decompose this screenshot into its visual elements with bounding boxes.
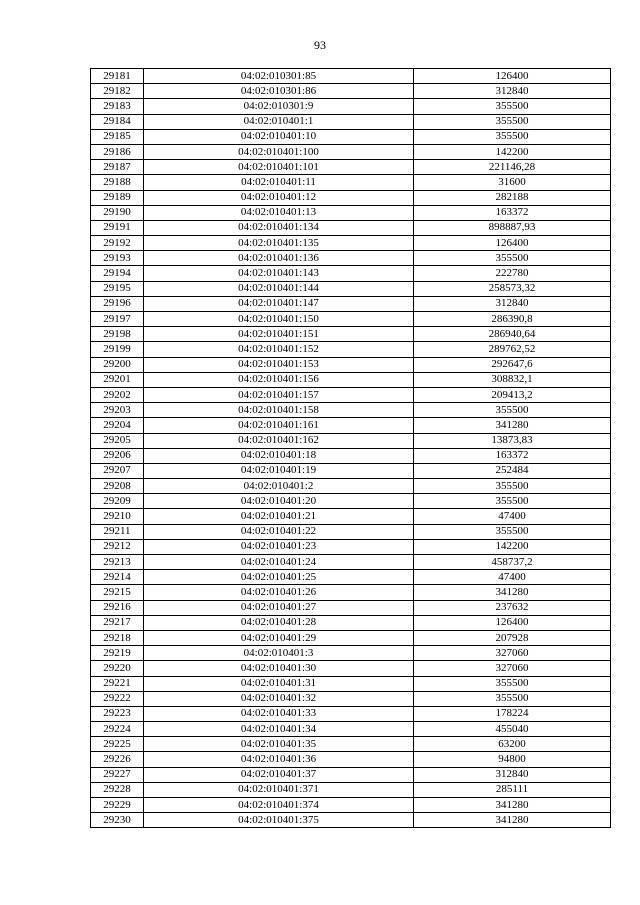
cadastral-number-cell: 04:02:010401:162 [144, 433, 414, 448]
table-row [91, 798, 611, 813]
cadastral-value-cell: 163372 [414, 205, 611, 220]
row-number-cell: 29211 [91, 524, 144, 539]
cadastral-number-cell: 04:02:010401:33 [144, 706, 414, 721]
cadastral-value-cell: 222780 [414, 266, 611, 281]
cadastral-value-cell: 126400 [414, 69, 611, 84]
cadastral-value-cell: 292647,6 [414, 357, 611, 372]
table-row [91, 205, 611, 220]
table-row [91, 646, 611, 661]
row-number-cell: 29228 [91, 782, 144, 797]
table-row [91, 691, 611, 706]
cadastral-value-cell: 126400 [414, 615, 611, 630]
cadastral-number-cell: 04:02:010401:136 [144, 251, 414, 266]
row-number-cell: 29230 [91, 813, 144, 828]
table-row [91, 99, 611, 114]
row-number-cell: 29201 [91, 372, 144, 387]
cadastral-number-cell: 04:02:010401:28 [144, 615, 414, 630]
row-number-cell: 29223 [91, 706, 144, 721]
cadastral-value-cell: 31600 [414, 175, 611, 190]
row-number-cell: 29194 [91, 266, 144, 281]
cadastral-number-cell: 04:02:010401:143 [144, 266, 414, 281]
table-row [91, 372, 611, 387]
cadastral-number-cell: 04:02:010401:32 [144, 691, 414, 706]
table-row [91, 737, 611, 752]
cadastral-value-cell: 47400 [414, 509, 611, 524]
cadastral-value-cell: 458737,2 [414, 555, 611, 570]
table-row [91, 296, 611, 311]
cadastral-value-cell: 898887,93 [414, 220, 611, 235]
cadastral-number-cell: 04:02:010401:27 [144, 600, 414, 615]
row-number-cell: 29200 [91, 357, 144, 372]
table-row [91, 676, 611, 691]
table-row [91, 433, 611, 448]
row-number-cell: 29184 [91, 114, 144, 129]
cadastral-value-cell: 355500 [414, 114, 611, 129]
row-number-cell: 29186 [91, 144, 144, 159]
cadastral-value-cell: 341280 [414, 585, 611, 600]
table-row [91, 312, 611, 327]
table-row [91, 114, 611, 129]
cadastral-value-cell: 289762,52 [414, 342, 611, 357]
cadastral-number-cell: 04:02:010401:23 [144, 539, 414, 554]
row-number-cell: 29181 [91, 69, 144, 84]
row-number-cell: 29216 [91, 600, 144, 615]
row-number-cell: 29205 [91, 433, 144, 448]
row-number-cell: 29218 [91, 630, 144, 645]
row-number-cell: 29212 [91, 539, 144, 554]
row-number-cell: 29196 [91, 296, 144, 311]
cadastral-value-cell: 285111 [414, 782, 611, 797]
cadastral-number-cell: 04:02:010401:18 [144, 448, 414, 463]
cadastral-number-cell: 04:02:010401:151 [144, 327, 414, 342]
row-number-cell: 29224 [91, 722, 144, 737]
row-number-cell: 29183 [91, 99, 144, 114]
table-row [91, 555, 611, 570]
cadastral-number-cell: 04:02:010401:26 [144, 585, 414, 600]
cadastral-value-cell: 13873,83 [414, 433, 611, 448]
cadastral-number-cell: 04:02:010401:19 [144, 463, 414, 478]
cadastral-number-cell: 04:02:010301:86 [144, 84, 414, 99]
cadastral-number-cell: 04:02:010401:374 [144, 798, 414, 813]
cadastral-value-cell: 355500 [414, 99, 611, 114]
row-number-cell: 29213 [91, 555, 144, 570]
cadastral-number-cell: 04:02:010401:152 [144, 342, 414, 357]
table-row [91, 448, 611, 463]
row-number-cell: 29206 [91, 448, 144, 463]
row-number-cell: 29182 [91, 84, 144, 99]
cadastral-value-cell: 355500 [414, 251, 611, 266]
table-row [91, 327, 611, 342]
table-row [91, 615, 611, 630]
row-number-cell: 29210 [91, 509, 144, 524]
cadastral-value-cell: 126400 [414, 236, 611, 251]
table-row [91, 463, 611, 478]
row-number-cell: 29197 [91, 312, 144, 327]
row-number-cell: 29185 [91, 129, 144, 144]
table-row [91, 494, 611, 509]
table-row [91, 585, 611, 600]
cadastral-number-cell: 04:02:010401:144 [144, 281, 414, 296]
cadastral-number-cell: 04:02:010401:10 [144, 129, 414, 144]
table-row [91, 722, 611, 737]
row-number-cell: 29221 [91, 676, 144, 691]
cadastral-value-cell: 327060 [414, 661, 611, 676]
table-row [91, 630, 611, 645]
cadastral-number-cell: 04:02:010401:22 [144, 524, 414, 539]
cadastral-value-table [90, 68, 611, 828]
cadastral-number-cell: 04:02:010401:2 [144, 479, 414, 494]
cadastral-value-cell: 355500 [414, 479, 611, 494]
cadastral-value-cell: 163372 [414, 448, 611, 463]
row-number-cell: 29190 [91, 205, 144, 220]
table-row [91, 752, 611, 767]
cadastral-value-cell: 94800 [414, 752, 611, 767]
cadastral-number-cell: 04:02:010401:153 [144, 357, 414, 372]
cadastral-value-cell: 237632 [414, 600, 611, 615]
table-row [91, 144, 611, 159]
cadastral-number-cell: 04:02:010401:20 [144, 494, 414, 509]
row-number-cell: 29227 [91, 767, 144, 782]
cadastral-number-cell: 04:02:010401:30 [144, 661, 414, 676]
table-row [91, 403, 611, 418]
table-row [91, 69, 611, 84]
table-row [91, 190, 611, 205]
cadastral-number-cell: 04:02:010401:35 [144, 737, 414, 752]
cadastral-number-cell: 04:02:010401:101 [144, 160, 414, 175]
cadastral-number-cell: 04:02:010401:11 [144, 175, 414, 190]
cadastral-number-cell: 04:02:010401:156 [144, 372, 414, 387]
table-row [91, 220, 611, 235]
row-number-cell: 29195 [91, 281, 144, 296]
table-row [91, 661, 611, 676]
cadastral-number-cell: 04:02:010401:13 [144, 205, 414, 220]
cadastral-value-cell: 355500 [414, 524, 611, 539]
cadastral-value-cell: 355500 [414, 494, 611, 509]
cadastral-number-cell: 04:02:010401:3 [144, 646, 414, 661]
row-number-cell: 29202 [91, 387, 144, 402]
cadastral-value-cell: 286390,8 [414, 312, 611, 327]
cadastral-number-cell: 04:02:010401:158 [144, 403, 414, 418]
table-row [91, 570, 611, 585]
row-number-cell: 29219 [91, 646, 144, 661]
cadastral-value-cell: 355500 [414, 129, 611, 144]
table-row [91, 524, 611, 539]
table-row [91, 600, 611, 615]
cadastral-number-cell: 04:02:010401:24 [144, 555, 414, 570]
row-number-cell: 29225 [91, 737, 144, 752]
table-row [91, 418, 611, 433]
table-row [91, 342, 611, 357]
table-row [91, 357, 611, 372]
row-number-cell: 29199 [91, 342, 144, 357]
cadastral-value-cell: 312840 [414, 84, 611, 99]
row-number-cell: 29229 [91, 798, 144, 813]
table-row [91, 251, 611, 266]
page-number: 93 [314, 38, 326, 52]
cadastral-value-cell: 341280 [414, 813, 611, 828]
row-number-cell: 29189 [91, 190, 144, 205]
table-row [91, 479, 611, 494]
table-body [91, 69, 611, 828]
row-number-cell: 29188 [91, 175, 144, 190]
table-row [91, 767, 611, 782]
cadastral-value-cell: 286940,64 [414, 327, 611, 342]
cadastral-number-cell: 04:02:010401:150 [144, 312, 414, 327]
table-row [91, 281, 611, 296]
row-number-cell: 29198 [91, 327, 144, 342]
cadastral-number-cell: 04:02:010301:9 [144, 99, 414, 114]
cadastral-value-cell: 355500 [414, 676, 611, 691]
cadastral-number-cell: 04:02:010401:161 [144, 418, 414, 433]
cadastral-value-cell: 47400 [414, 570, 611, 585]
table-row [91, 266, 611, 281]
cadastral-number-cell: 04:02:010401:34 [144, 722, 414, 737]
cadastral-number-cell: 04:02:010401:31 [144, 676, 414, 691]
cadastral-value-cell: 455040 [414, 722, 611, 737]
table-row [91, 509, 611, 524]
cadastral-value-cell: 221146,28 [414, 160, 611, 175]
cadastral-number-cell: 04:02:010401:12 [144, 190, 414, 205]
cadastral-value-cell: 142200 [414, 144, 611, 159]
row-number-cell: 29214 [91, 570, 144, 585]
cadastral-number-cell: 04:02:010401:29 [144, 630, 414, 645]
cadastral-number-cell: 04:02:010401:375 [144, 813, 414, 828]
row-number-cell: 29203 [91, 403, 144, 418]
row-number-cell: 29209 [91, 494, 144, 509]
cadastral-number-cell: 04:02:010401:1 [144, 114, 414, 129]
cadastral-number-cell: 04:02:010401:157 [144, 387, 414, 402]
table-row [91, 539, 611, 554]
cadastral-number-cell: 04:02:010401:134 [144, 220, 414, 235]
row-number-cell: 29204 [91, 418, 144, 433]
cadastral-value-cell: 327060 [414, 646, 611, 661]
cadastral-value-cell: 341280 [414, 798, 611, 813]
cadastral-number-cell: 04:02:010401:147 [144, 296, 414, 311]
cadastral-number-cell: 04:02:010401:36 [144, 752, 414, 767]
cadastral-number-cell: 04:02:010401:25 [144, 570, 414, 585]
row-number-cell: 29220 [91, 661, 144, 676]
cadastral-number-cell: 04:02:010401:100 [144, 144, 414, 159]
cadastral-number-cell: 04:02:010401:21 [144, 509, 414, 524]
row-number-cell: 29192 [91, 236, 144, 251]
cadastral-number-cell: 04:02:010301:85 [144, 69, 414, 84]
cadastral-value-cell: 312840 [414, 767, 611, 782]
table-row [91, 782, 611, 797]
cadastral-number-cell: 04:02:010401:371 [144, 782, 414, 797]
cadastral-value-cell: 207928 [414, 630, 611, 645]
cadastral-value-cell: 312840 [414, 296, 611, 311]
cadastral-value-cell: 355500 [414, 403, 611, 418]
cadastral-value-cell: 308832,1 [414, 372, 611, 387]
row-number-cell: 29187 [91, 160, 144, 175]
cadastral-value-cell: 142200 [414, 539, 611, 554]
cadastral-value-cell: 209413,2 [414, 387, 611, 402]
row-number-cell: 29217 [91, 615, 144, 630]
row-number-cell: 29193 [91, 251, 144, 266]
row-number-cell: 29215 [91, 585, 144, 600]
cadastral-number-cell: 04:02:010401:37 [144, 767, 414, 782]
table-row [91, 160, 611, 175]
cadastral-value-cell: 63200 [414, 737, 611, 752]
table-row [91, 387, 611, 402]
table-row [91, 236, 611, 251]
table-row [91, 706, 611, 721]
cadastral-number-cell: 04:02:010401:135 [144, 236, 414, 251]
table-row [91, 129, 611, 144]
table-row [91, 84, 611, 99]
cadastral-value-cell: 341280 [414, 418, 611, 433]
cadastral-value-cell: 355500 [414, 691, 611, 706]
cadastral-value-cell: 258573,32 [414, 281, 611, 296]
row-number-cell: 29222 [91, 691, 144, 706]
cadastral-value-cell: 282188 [414, 190, 611, 205]
row-number-cell: 29208 [91, 479, 144, 494]
cadastral-value-cell: 178224 [414, 706, 611, 721]
cadastral-value-cell: 252484 [414, 463, 611, 478]
table-row [91, 175, 611, 190]
row-number-cell: 29191 [91, 220, 144, 235]
row-number-cell: 29226 [91, 752, 144, 767]
table-row [91, 813, 611, 828]
row-number-cell: 29207 [91, 463, 144, 478]
